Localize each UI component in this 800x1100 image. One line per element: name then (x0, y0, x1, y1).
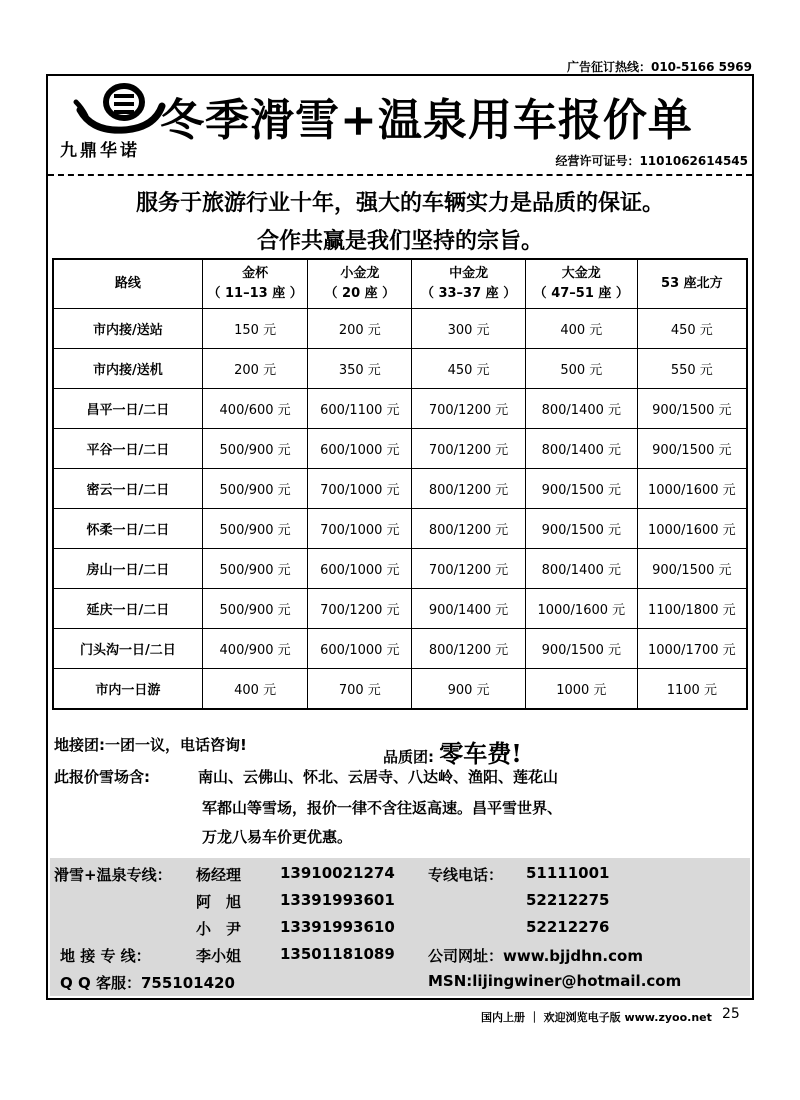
license-number: 经营许可证号：1101062614545 (555, 154, 748, 168)
price-cell: 800/1400 元 (525, 389, 637, 429)
page-number: 25 (722, 1006, 740, 1022)
ski-resorts-line-3: 万龙八易车价更优惠。 (202, 828, 353, 846)
hotline-number: 51111001 (526, 864, 610, 882)
header-zhongjinlong: 中金龙 （ 33–37 座 ） (412, 259, 526, 309)
price-cell: 1000 元 (525, 669, 637, 710)
price-cell: 800/1400 元 (525, 429, 637, 469)
ski-resorts-label: 此报价雪场含: (54, 768, 150, 786)
price-cell: 550 元 (637, 349, 747, 389)
price-cell: 900/1400 元 (412, 589, 526, 629)
price-cell: 700/1200 元 (412, 429, 526, 469)
table-row (53, 309, 747, 349)
price-cell: 800/1400 元 (525, 549, 637, 589)
price-cell: 500/900 元 (202, 509, 308, 549)
ski-hotline-label: 滑雪+温泉专线： (54, 866, 172, 884)
slogan-line-1: 服务于旅游行业十年，强大的车辆实力是品质的保证。 (135, 191, 664, 216)
brand-name: 九鼎华诺 (60, 141, 140, 161)
price-cell: 600/1100 元 (308, 389, 412, 429)
table-header-row (53, 259, 747, 309)
price-cell: 600/1000 元 (308, 429, 412, 469)
price-cell: 450 元 (412, 349, 526, 389)
route-cell: 市内接/送站 (53, 309, 202, 349)
price-cell: 900/1500 元 (525, 509, 637, 549)
header-xiaojinlong: 小金龙 （ 20 座 ） (308, 259, 412, 309)
contact-phone: 13501181089 (280, 945, 395, 963)
route-cell: 密云一日/二日 (53, 469, 202, 509)
contact-box (50, 858, 750, 996)
table-row (53, 629, 747, 669)
header-jinbei: 金杯 （ 11–13 座 ） (202, 259, 308, 309)
ad-hotline: 广告征订热线：010-5166 5969 (566, 60, 752, 74)
price-table (52, 258, 748, 710)
price-cell: 900/1500 元 (637, 389, 747, 429)
price-cell: 200 元 (202, 349, 308, 389)
divider (48, 174, 752, 176)
price-cell: 700/1000 元 (308, 469, 412, 509)
contact-name: 小 尹 (196, 920, 242, 938)
slogan-line-2: 合作共赢是我们坚持的宗旨。 (256, 229, 543, 254)
price-cell: 1000/1600 元 (525, 589, 637, 629)
header-route: 路线 (53, 259, 202, 309)
contact-name: 阿 旭 (196, 893, 242, 911)
price-cell: 600/1000 元 (308, 549, 412, 589)
contact-phone: 13910021274 (280, 864, 395, 882)
table-row (53, 469, 747, 509)
route-cell: 市内接/送机 (53, 349, 202, 389)
price-cell: 800/1200 元 (412, 629, 526, 669)
header-53-seat: 53 座北方 (637, 259, 747, 309)
price-cell: 500/900 元 (202, 469, 308, 509)
price-cell: 1100/1800 元 (637, 589, 747, 629)
page-title: 冬季滑雪+温泉用车报价单 (160, 95, 693, 146)
price-cell: 200 元 (308, 309, 412, 349)
contact-name: 杨经理 (196, 866, 242, 884)
price-cell: 400/900 元 (202, 629, 308, 669)
price-cell: 900/1500 元 (637, 429, 747, 469)
price-cell: 300 元 (412, 309, 526, 349)
hotline-number: 52212276 (526, 918, 610, 936)
price-cell: 900/1500 元 (525, 469, 637, 509)
price-cell: 500/900 元 (202, 589, 308, 629)
ski-resorts-line-2: 军都山等雪场，报价一律不含往返高速。昌平雪世界、 (202, 799, 563, 817)
table-row (53, 429, 747, 469)
price-cell: 700/1000 元 (308, 509, 412, 549)
price-cell: 1000/1700 元 (637, 629, 747, 669)
table-row (53, 549, 747, 589)
price-cell: 500/900 元 (202, 549, 308, 589)
qq-service: Q Q 客服：755101420 (60, 974, 235, 992)
route-cell: 昌平一日/二日 (53, 389, 202, 429)
price-cell: 400 元 (525, 309, 637, 349)
footer-text: 国内上册 ｜ 欢迎浏览电子版 www.zyoo.net (481, 1011, 712, 1024)
local-hotline-label: 地 接 专 线： (60, 947, 151, 965)
price-cell: 1000/1600 元 (637, 469, 747, 509)
price-cell: 900/1500 元 (637, 549, 747, 589)
quality-group-note: 品质团: 零车费! (383, 739, 522, 768)
price-cell: 900 元 (412, 669, 526, 710)
contact-phone: 13391993601 (280, 891, 395, 909)
route-cell: 延庆一日/二日 (53, 589, 202, 629)
table-row (53, 589, 747, 629)
zero-fee-text: 零车费! (439, 739, 522, 768)
price-cell: 900/1500 元 (525, 629, 637, 669)
price-cell: 700 元 (308, 669, 412, 710)
price-cell: 400/600 元 (202, 389, 308, 429)
price-cell: 350 元 (308, 349, 412, 389)
price-cell: 500/900 元 (202, 429, 308, 469)
route-cell: 怀柔一日/二日 (53, 509, 202, 549)
table-row (53, 669, 747, 710)
price-cell: 800/1200 元 (412, 509, 526, 549)
header-dajinlong: 大金龙 （ 47–51 座 ） (525, 259, 637, 309)
local-group-note: 地接团:一团一议，电话咨询! (54, 736, 247, 754)
msn-contact: MSN:lijingwiner@hotmail.com (428, 972, 682, 990)
hotline-label: 专线电话： (428, 866, 504, 884)
price-cell: 600/1000 元 (308, 629, 412, 669)
contact-phone: 13391993610 (280, 918, 395, 936)
price-cell: 700/1200 元 (308, 589, 412, 629)
hotline-number: 52212275 (526, 891, 610, 909)
route-cell: 平谷一日/二日 (53, 429, 202, 469)
price-cell: 150 元 (202, 309, 308, 349)
route-cell: 房山一日/二日 (53, 549, 202, 589)
price-cell: 400 元 (202, 669, 308, 710)
company-website[interactable]: 公司网址：www.bjjdhn.com (428, 947, 643, 965)
ski-resorts-line-1: 南山、云佛山、怀北、云居寺、八达岭、渔阳、莲花山 (198, 768, 559, 786)
contact-name: 李小姐 (196, 947, 242, 965)
route-cell: 市内一日游 (53, 669, 202, 710)
price-cell: 450 元 (637, 309, 747, 349)
price-cell: 500 元 (525, 349, 637, 389)
price-cell: 800/1200 元 (412, 469, 526, 509)
price-cell: 700/1200 元 (412, 549, 526, 589)
price-cell: 700/1200 元 (412, 389, 526, 429)
price-cell: 1000/1600 元 (637, 509, 747, 549)
table-row (53, 389, 747, 429)
price-cell: 1100 元 (637, 669, 747, 710)
table-row (53, 509, 747, 549)
route-cell: 门头沟一日/二日 (53, 629, 202, 669)
table-row (53, 349, 747, 389)
